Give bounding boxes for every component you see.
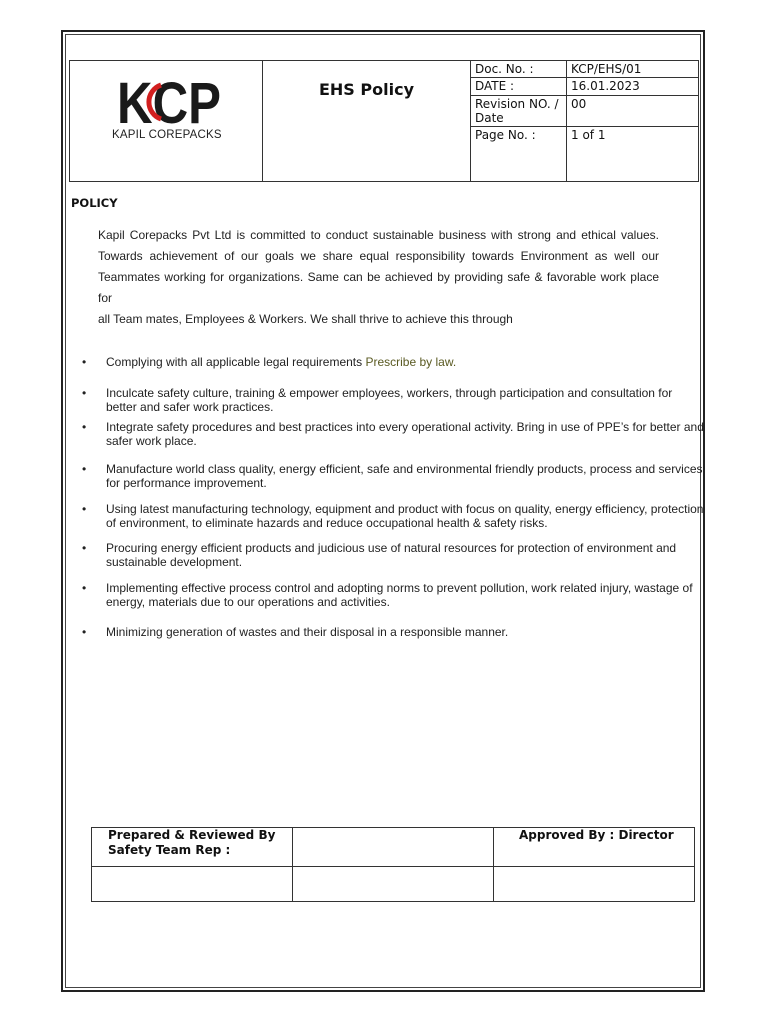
intro-line: Teammates working for organizations. Same can be achieved by providing safe & favorable work place for [98,270,659,305]
meta-value: 16.01.2023 [571,79,640,93]
meta-row-page-no [471,127,698,182]
title-cell [262,60,471,182]
intro-line: Kapil Corepacks Pvt Ltd is committed to conduct sustainable business with strong and ethical values. [98,228,659,242]
bullet-text: Minimizing generation of wastes and their disposal in a responsible manner. [106,625,509,639]
intro-line: all Team mates, Employees & Workers. We shall thrive to achieve this through [98,312,513,326]
bullet-text: Procuring energy efficient products and judicious use of natural resources for protection of environment and sustainable development. [106,541,677,569]
meta-label: Doc. No. : [471,61,567,77]
bullet-dot-icon: • [82,420,87,434]
bullet-dot-icon: • [82,541,87,555]
logo-mark-text: KCP [117,75,221,127]
document-title: EHS Policy [318,80,414,99]
meta-row-date [471,78,698,96]
prepared-by-label: Prepared & Reviewed By Safety Team Rep : [108,828,276,857]
document-meta-table [470,60,699,182]
signoff-row-divider [92,866,694,867]
bullet-dot-icon: • [82,581,87,595]
meta-row-doc-no [471,61,698,78]
bullet-text: Implementing effective process control and adopting norms to prevent pollution, work related injury, wastage of energy, materials due to our operations and activities. [106,581,693,609]
bullet-dot-icon: • [82,462,87,476]
policy-intro [98,225,659,330]
meta-row-revision [471,96,698,127]
bullet-text: Inculcate safety culture, training & empower employees, workers, through participation and consultation for better and safer work practices. [106,386,673,414]
meta-value: KCP/EHS/01 [571,62,642,76]
bullet-highlight: Prescribe by law. [365,355,457,369]
bullet-dot-icon: • [82,386,87,400]
bullet-text: Complying with all applicable legal requirements [106,355,366,369]
meta-label: Revision NO. / Date [471,96,567,126]
bullet-dot-icon: • [82,355,87,369]
meta-value: 1 of 1 [571,128,606,142]
approved-by-label: Approved By : Director [519,828,674,842]
meta-label: Page No. : [471,127,567,182]
signoff-col-middle [293,828,494,901]
kcp-logo [117,75,222,127]
bullet-text: Integrate safety procedures and best practices into every operational activity. Bring in use of PPE’s for better and safer work place. [106,420,704,448]
meta-label: DATE : [471,78,567,95]
logo-caption: KAPIL COREPACKS [112,129,222,141]
intro-line: Towards achievement of our goals we share equal responsibility towards Environment as well our [98,249,659,263]
signoff-table [91,827,695,902]
bullet-dot-icon: • [82,502,87,516]
bullet-text: Manufacture world class quality, energy efficient, safe and environmental friendly products, process and services for performance improvement. [106,462,703,490]
bullet-text: Using latest manufacturing technology, equipment and product with focus on quality, energy efficiency, protection of environment, to eliminate hazards and reduce occupational health & safety risks. [106,502,704,530]
policy-heading: POLICY [71,196,118,210]
meta-value: 00 [571,97,587,111]
bullet-dot-icon: • [82,625,87,639]
